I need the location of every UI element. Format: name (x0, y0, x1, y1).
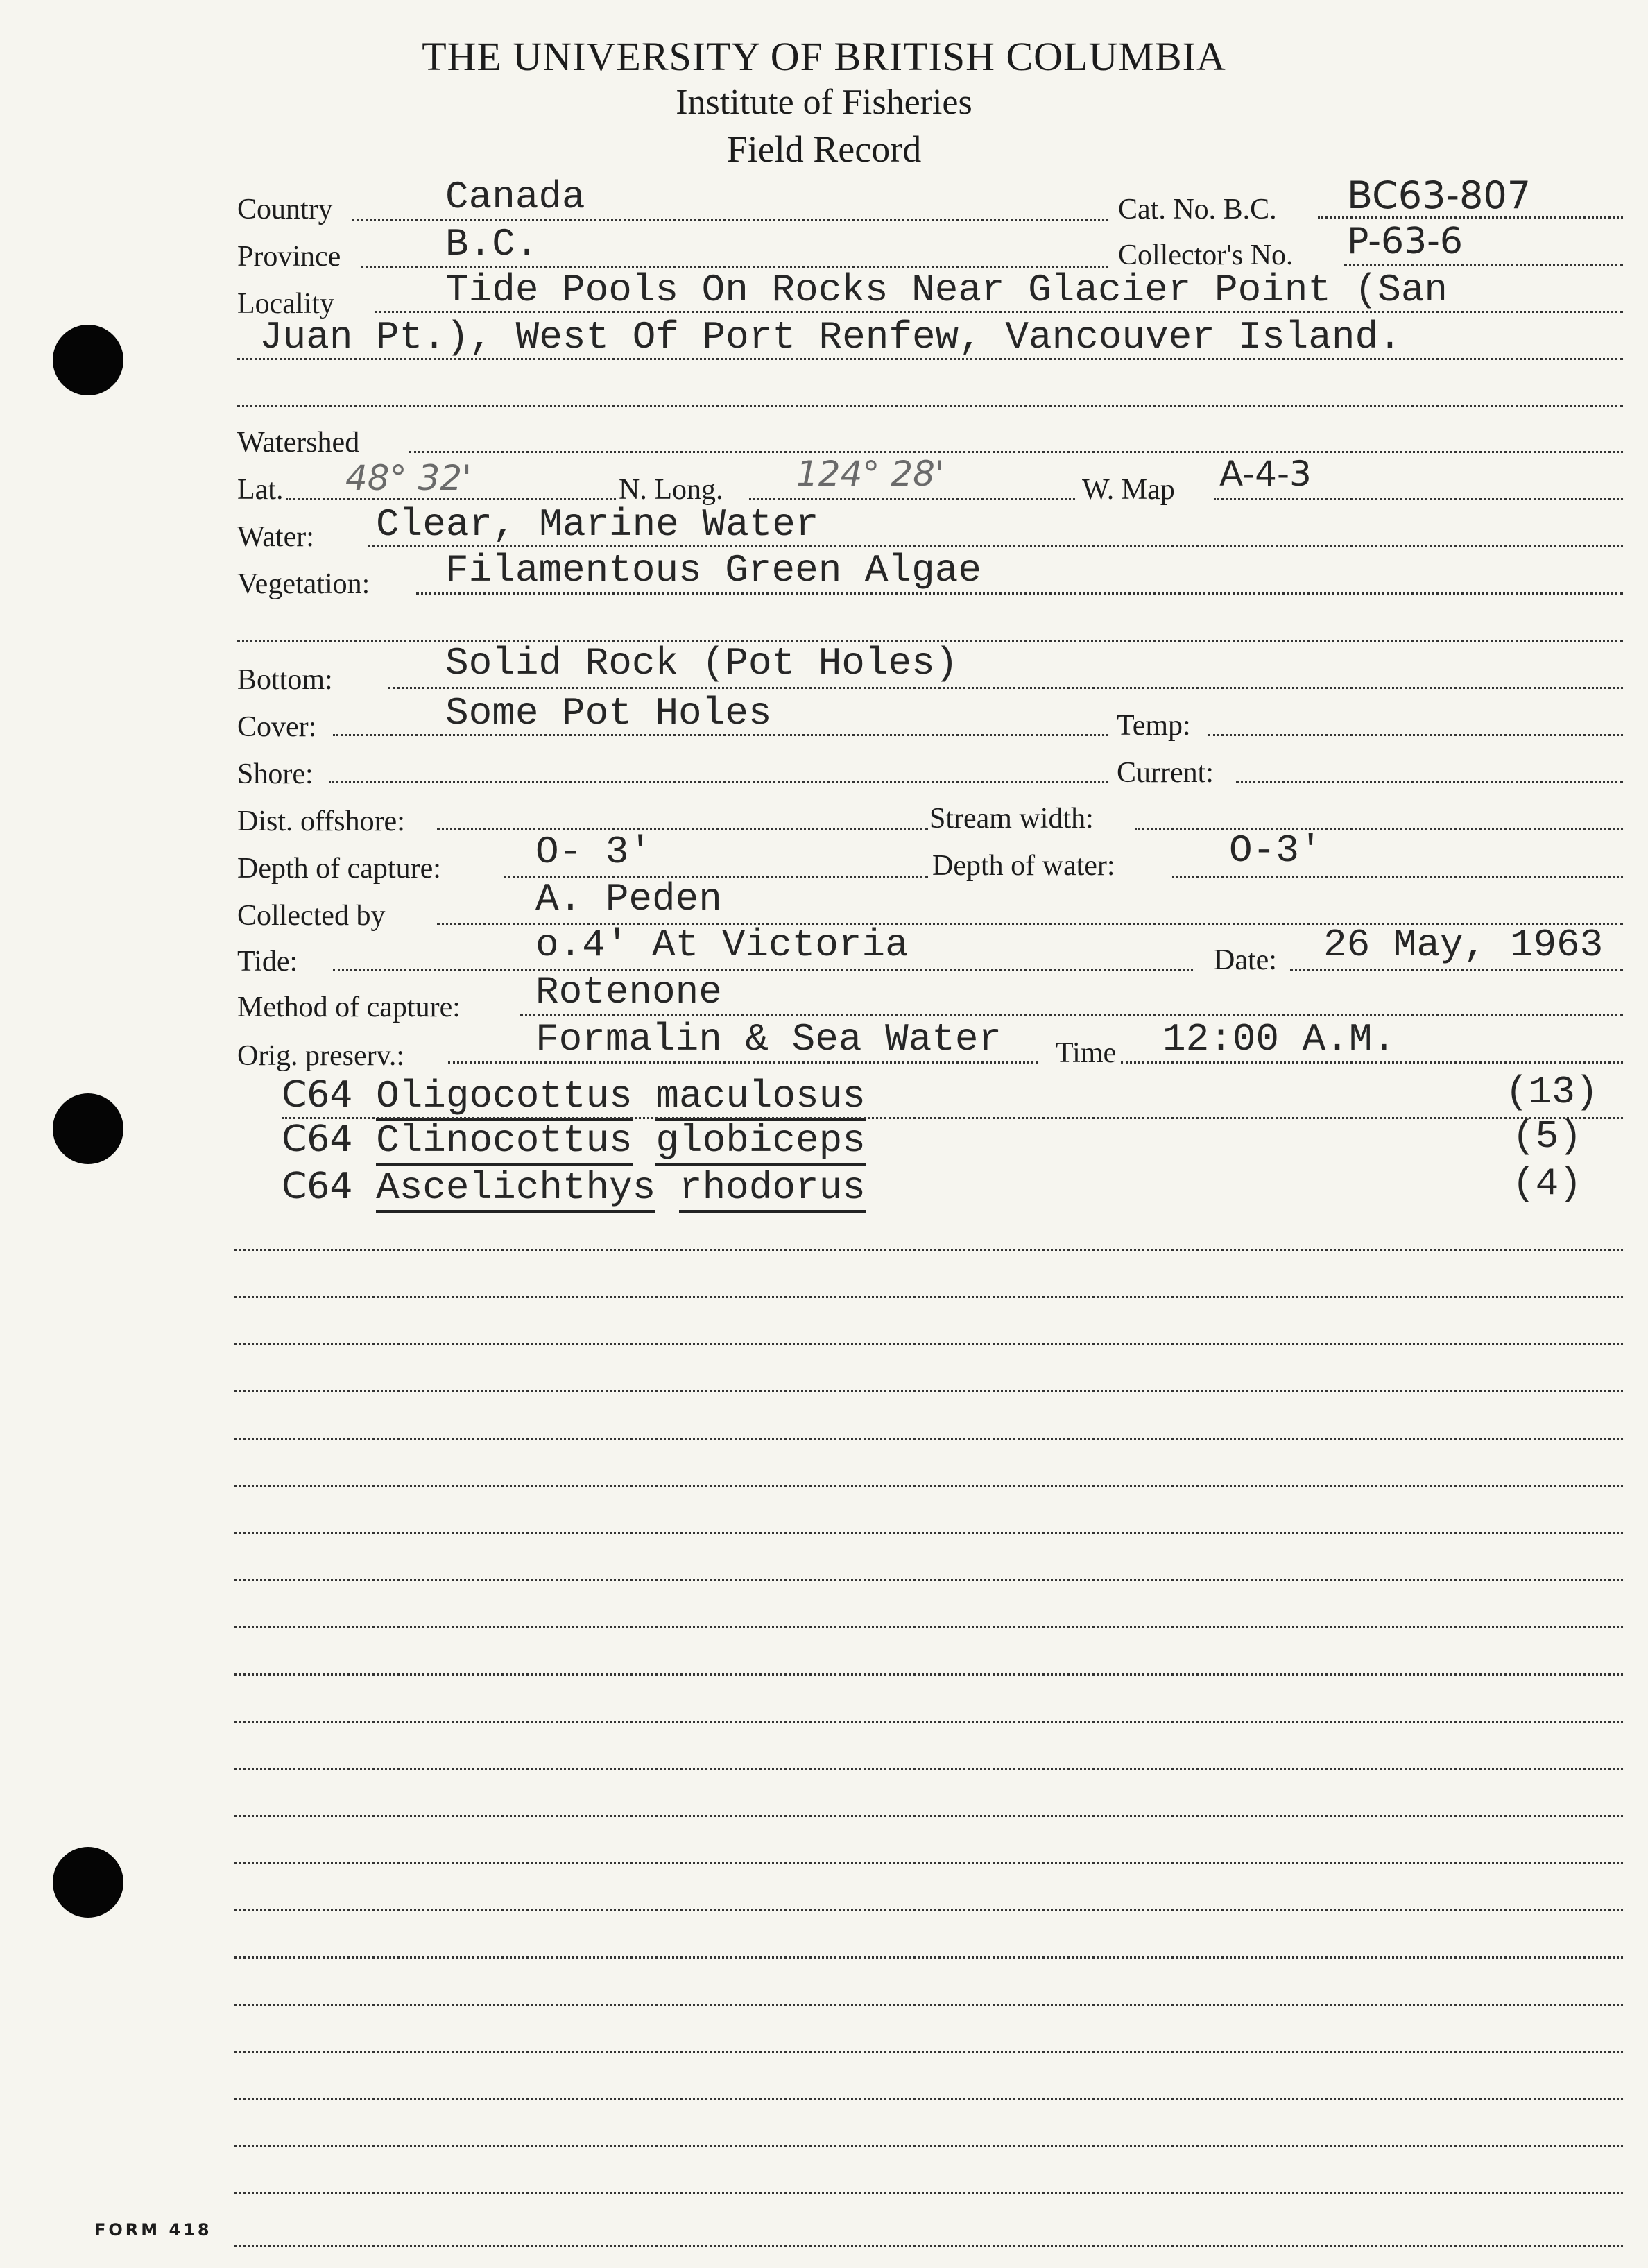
current-line (1236, 781, 1623, 783)
ruled-line (234, 1673, 1623, 1676)
tide-label: Tide: (237, 946, 298, 978)
ruled-line (234, 2004, 1623, 2006)
ruled-line (234, 2192, 1623, 2194)
species-epithet: maculosus (655, 1074, 865, 1121)
orig-preserv-line (448, 1061, 1038, 1064)
ruled-line (234, 1815, 1623, 1817)
tide-line (333, 969, 1193, 971)
country-label: Country (237, 194, 333, 225)
species-code: C64 (282, 1074, 353, 1116)
depth-of-water-line (1172, 876, 1623, 878)
form-title: Field Record (726, 128, 922, 170)
time-line (1121, 1061, 1623, 1064)
method-of-capture-label: Method of capture: (237, 991, 461, 1023)
tide-value: o.4' At Victoria (535, 923, 909, 967)
time-label: Time (1056, 1037, 1117, 1069)
ruled-line (234, 1485, 1623, 1487)
temp-line (1208, 734, 1623, 736)
dist-offshore-label: Dist. offshore: (237, 805, 405, 837)
ruled-line (234, 1721, 1623, 1723)
w-map-label: W. Map (1082, 474, 1175, 506)
form-number: FORM 418 (94, 2220, 212, 2240)
species-genus: Oligocottus (376, 1074, 633, 1121)
ruled-line (234, 1249, 1623, 1251)
ruled-line (234, 2098, 1623, 2100)
collectors-no-line (1344, 264, 1623, 266)
ruled-line (234, 1390, 1623, 1392)
species-epithet: rhodorus (679, 1166, 866, 1213)
species-genus: Clinocottus (376, 1118, 633, 1166)
long-value: 124° 28' (796, 454, 945, 494)
locality-value-line-1: Tide Pools On Rocks Near Glacier Point (San (445, 268, 1448, 312)
species-count: (13) (1505, 1070, 1599, 1114)
bottom-label: Bottom: (237, 664, 333, 696)
cover-value: Some Pot Holes (445, 691, 772, 735)
lat-line (286, 498, 616, 500)
institute-title: Institute of Fisheries (676, 83, 972, 122)
date-line (1290, 969, 1623, 971)
species-row (282, 1074, 866, 1118)
ruled-line (234, 1579, 1623, 1581)
province-label: Province (237, 241, 341, 273)
long-line (749, 498, 1075, 500)
time-value: 12:00 A.M. (1162, 1017, 1396, 1061)
ruled-line (234, 2051, 1623, 2053)
locality-line-3 (237, 405, 1623, 407)
species-code: C64 (282, 1118, 353, 1160)
species-count: (5) (1512, 1114, 1582, 1159)
depth-of-water-value: O-3' (1229, 828, 1323, 873)
ruled-line (234, 2245, 1623, 2247)
orig-preserv-label: Orig. preserv.: (237, 1040, 405, 1072)
water-label: Water: (237, 521, 314, 553)
country-line (352, 219, 1108, 221)
binder-hole-top (53, 325, 123, 395)
ruled-line (234, 1956, 1623, 1959)
ruled-line (234, 1626, 1623, 1628)
depth-of-capture-value: O- 3' (535, 830, 653, 874)
ruled-line (234, 1343, 1623, 1345)
watershed-line (409, 451, 1623, 453)
water-value: Clear, Marine Water (376, 502, 819, 547)
depth-of-water-label: Depth of water: (932, 850, 1115, 882)
province-value: B.C. (445, 222, 539, 266)
cat-no-value: BC63-807 (1347, 173, 1531, 217)
method-of-capture-line (520, 1014, 1623, 1016)
species-row (282, 1118, 866, 1163)
vegetation-value: Filamentous Green Algae (445, 548, 981, 592)
vegetation-label: Vegetation: (237, 568, 370, 600)
ruled-line (234, 1768, 1623, 1770)
ruled-line (234, 1296, 1623, 1298)
map-line (1214, 498, 1623, 500)
watershed-label: Watershed (237, 427, 360, 459)
ruled-line (234, 1909, 1623, 1911)
locality-value-line-2: Juan Pt.), West Of Port Renfew, Vancouver Island. (259, 315, 1402, 359)
cover-label: Cover: (237, 711, 317, 743)
ruled-line (234, 1438, 1623, 1440)
country-value: Canada (445, 175, 585, 219)
depth-of-capture-label: Depth of capture: (237, 853, 441, 885)
stream-width-line (1135, 828, 1623, 830)
current-label: Current: (1117, 757, 1214, 789)
binder-hole-bottom (53, 1847, 123, 1918)
locality-label: Locality (237, 288, 334, 320)
date-label: Date: (1214, 944, 1277, 976)
n-long-label: N. Long. (619, 474, 723, 506)
stream-width-label: Stream width: (929, 803, 1094, 835)
cat-no-label: Cat. No. B.C. (1118, 194, 1277, 225)
date-value: 26 May, 1963 (1323, 923, 1604, 967)
collected-by-label: Collected by (237, 900, 386, 932)
shore-line (329, 781, 1108, 783)
collectors-no-label: Collector's No. (1118, 239, 1294, 271)
university-title: THE UNIVERSITY OF BRITISH COLUMBIA (422, 34, 1226, 79)
species-epithet: globiceps (655, 1118, 865, 1166)
lat-label: Lat. (237, 474, 284, 506)
dist-offshore-line (437, 828, 928, 830)
bottom-line (388, 687, 1623, 689)
shore-label: Shore: (237, 758, 314, 790)
species-genus: Ascelichthys (376, 1166, 655, 1213)
collected-by-value: A. Peden (535, 877, 722, 921)
method-of-capture-value: Rotenone (535, 970, 722, 1014)
binder-hole-middle (53, 1093, 123, 1164)
species-count: (4) (1512, 1161, 1582, 1206)
ruled-line (234, 1862, 1623, 1864)
orig-preserv-value: Formalin & Sea Water (535, 1017, 1002, 1061)
ruled-line (234, 1532, 1623, 1534)
map-value: A-4-3 (1219, 454, 1312, 494)
species-row (282, 1166, 866, 1210)
ruled-line (234, 2145, 1623, 2147)
vegetation-line (416, 592, 1623, 595)
temp-label: Temp: (1117, 710, 1191, 742)
collectors-no-value: P-63-6 (1347, 221, 1463, 262)
lat-value: 48° 32' (345, 458, 472, 498)
species-code: C64 (282, 1166, 353, 1207)
bottom-value: Solid Rock (Pot Holes) (445, 641, 959, 685)
